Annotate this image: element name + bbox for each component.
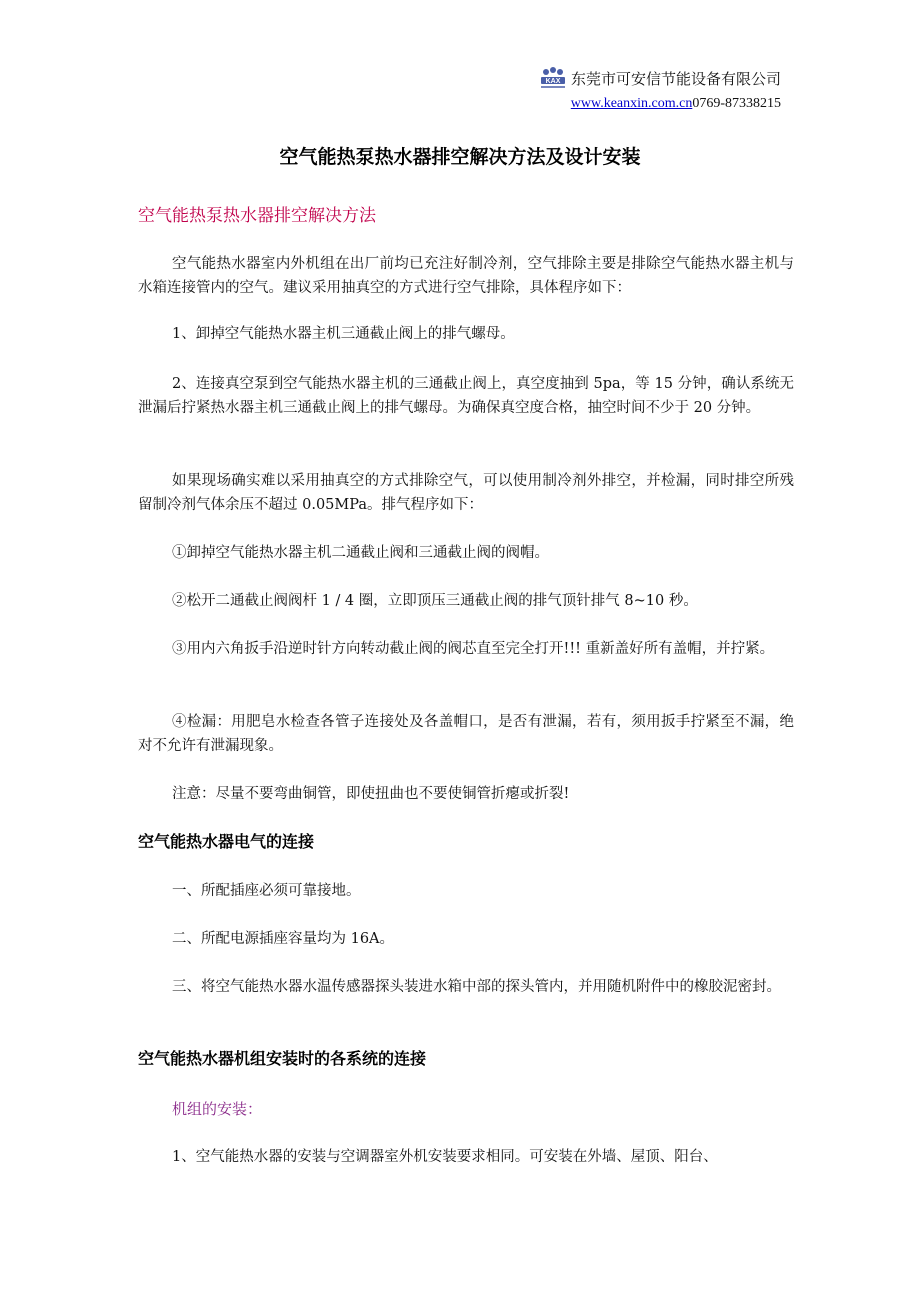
paragraph-electrical-2: 二、所配电源插座容量均为 16A。 xyxy=(172,931,395,947)
paragraph-step-2: 2、连接真空泵到空气能热水器主机的三通截止阀上，真空度抽到 5pa，等 15 分钟，确认系统无泄漏后拧紧热水器主机三通截止阀上的排气螺母。为确保真空度合格，抽空时间不少于 20 分钟。 xyxy=(138,376,794,416)
paragraph-electrical-1: 一、所配插座必须可靠接地。 xyxy=(172,883,361,899)
section-heading-exhaust: 空气能热泵热水器排空解决方法 xyxy=(138,206,376,226)
document-title: 空气能热泵热水器排空解决方法及设计安装 xyxy=(279,146,641,168)
company-line xyxy=(537,66,781,92)
page-header xyxy=(537,66,781,114)
contact-line xyxy=(537,94,781,114)
paragraph-alternative: 如果现场确实难以采用抽真空的方式排除空气，可以使用制冷剂外排空，并检漏，同时排空所残留制冷剂气体余压不超过 0.05MPa。排气程序如下： xyxy=(138,473,794,513)
paragraph-electrical-3: 三、将空气能热水器水温传感器探头装进水箱中部的探头管内，并用随机附件中的橡胶泥密封。 xyxy=(172,979,781,995)
paragraph-circled-4: ④检漏：用肥皂水检查各管子连接处及各盖帽口，是否有泄漏，若有，须用扳手拧紧至不漏，绝对不允许有泄漏现象。 xyxy=(138,714,794,754)
paragraph-circled-3: ③用内六角扳手沿逆时针方向转动截止阀的阀芯直至完全打开!!! 重新盖好所有盖帽，并拧紧。 xyxy=(172,641,775,657)
svg-text:KAX: KAX xyxy=(545,78,561,85)
paragraph-note: 注意：尽量不要弯曲铜管，即使扭曲也不要使铜管折瘪或折裂! xyxy=(172,786,570,802)
section-heading-installation: 空气能热水器机组安装时的各系统的连接 xyxy=(138,1049,427,1068)
paragraph-circled-2: ②松开二通截止阀阀杆 1 / 4 圈，立即顶压三通截止阀的排气顶针排气 8~10 秒。 xyxy=(172,593,698,609)
company-name: 东莞市可安信节能设备有限公司 xyxy=(570,70,781,88)
phone-number: 0769-87338215 xyxy=(692,96,781,111)
paragraph-step-1: 1、卸掉空气能热水器主机三通截止阀上的排气螺母。 xyxy=(172,326,515,342)
website-link[interactable]: www.keanxin.com.cn xyxy=(570,96,693,111)
kax-logo-icon xyxy=(537,66,569,92)
paragraph-circled-1: ①卸掉空气能热水器主机二通截止阀和三通截止阀的阀帽。 xyxy=(172,545,549,561)
paragraph-intro: 空气能热水器室内外机组在出厂前均已充注好制冷剂，空气排除主要是排除空气能热水器主机与水箱连接管内的空气。建议采用抽真空的方式进行空气排除，具体程序如下： xyxy=(138,256,794,296)
paragraph-install-1: 1、空气能热水器的安装与空调器室外机安装要求相同。可安装在外墙、屋顶、阳台、 xyxy=(172,1149,718,1165)
subsection-heading-unit-install: 机组的安装： xyxy=(172,1100,263,1118)
section-heading-electrical: 空气能热水器电气的连接 xyxy=(138,832,315,851)
